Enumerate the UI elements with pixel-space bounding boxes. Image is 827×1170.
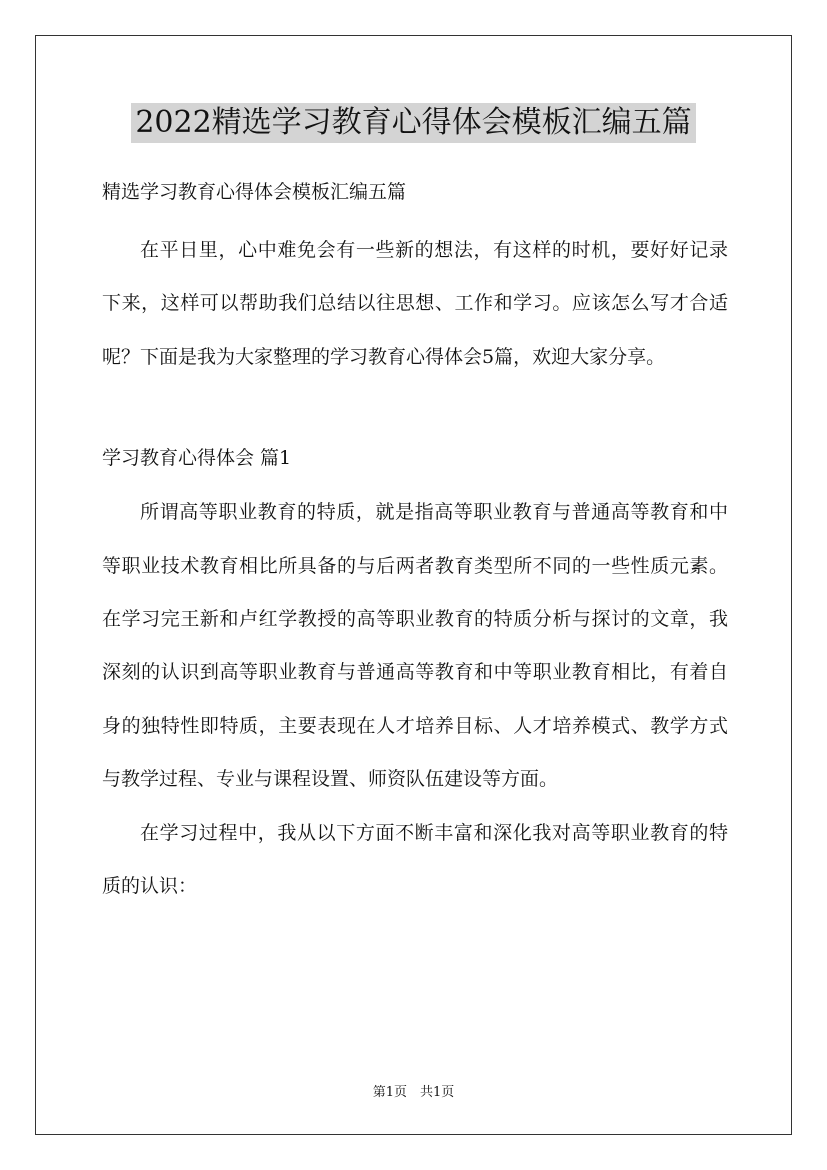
document-title: 2022精选学习教育心得体会模板汇编五篇 [131,103,695,143]
body-paragraph-2: 在学习过程中，我从以下方面不断丰富和深化我对高等职业教育的特质的认识： [102,821,728,898]
page-footer: 第1页 共1页 [372,1085,455,1100]
intro-paragraph: 在平日里，心中难免会有一些新的想法，有这样的时机，要好好记录下来，这样可以帮助我们总结以往思想、工作和学习。应该怎么写才合适呢？下面是我为大家整理的学习教育心得体会5篇，欢迎大家分享。 [102,239,728,368]
body-paragraph-1: 所谓高等职业教育的特质，就是指高等职业教育与普通高等教育和中等职业技术教育相比所具备的与后两者教育类型所不同的一些性质元素。在学习完王新和卢红学教授的高等职业教育的特质分析与探讨的文章，我深刻的认识到高等职业教育与普通高等教育和中等职业教育相比，有着自身的独特性即特质，主要表现在人才培养目标、人才培养模式、教学方式与教学过程、专业与课程设置、师资队伍建设等方面。 [102,501,728,791]
title-container [0,103,827,143]
document-body [102,172,728,913]
section-spacer [102,384,728,438]
section-heading: 学习教育心得体会 篇1 [102,447,292,470]
document-subtitle: 精选学习教育心得体会模板汇编五篇 [102,181,407,203]
